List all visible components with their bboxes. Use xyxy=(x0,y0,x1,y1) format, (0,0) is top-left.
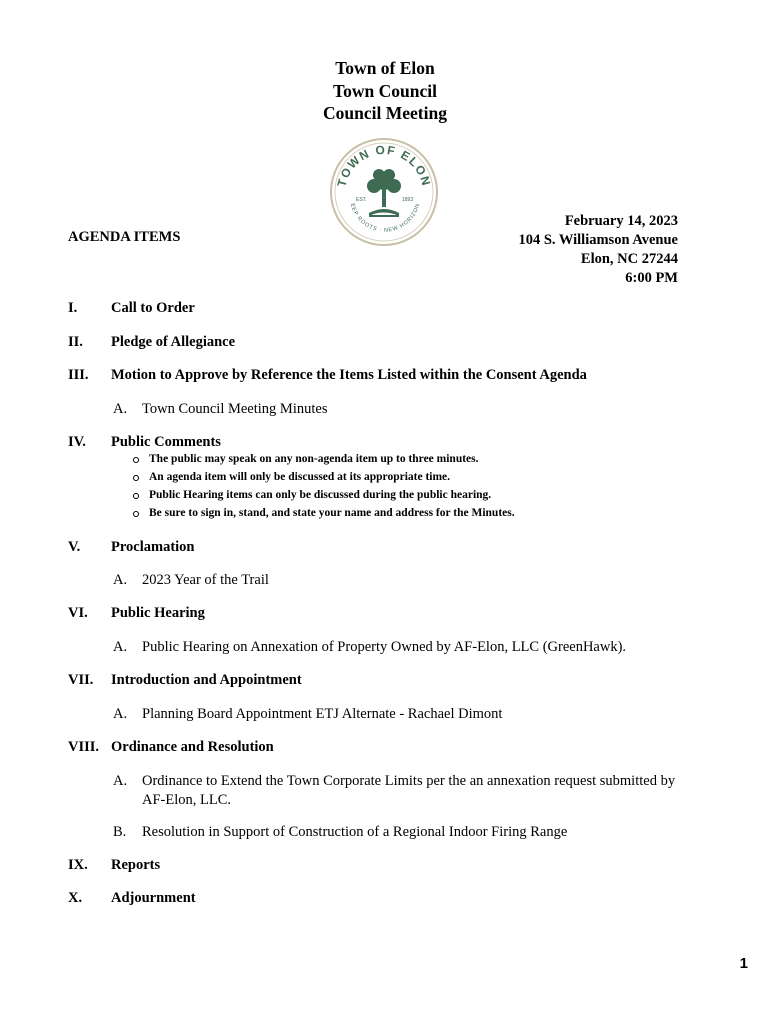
meeting-info xyxy=(518,212,678,288)
document-title xyxy=(0,57,770,125)
town-seal-icon xyxy=(329,135,439,250)
seal-est-year: 1893 xyxy=(402,197,414,203)
item-title: Pledge of Allegiance xyxy=(111,334,236,350)
sub-item-text: Ordinance to Extend the Town Corporate Limits per the an annexation request submitted by AF-Elon, LLC. xyxy=(142,773,676,808)
item-number: VI. xyxy=(68,605,88,621)
sub-item-text: 2023 Year of the Trail xyxy=(142,572,269,588)
bullet-text: Public Hearing items can only be discussed during the public hearing. xyxy=(149,489,492,501)
sub-item-text: Town Council Meeting Minutes xyxy=(142,401,328,417)
bullet-text: The public may speak on any non-agenda item up to three minutes. xyxy=(149,453,479,465)
item-number: VII. xyxy=(68,672,94,688)
sub-item-letter: A. xyxy=(113,401,128,417)
bullet-icon xyxy=(133,457,139,463)
seal-bottom-text: EEP ROOTS · NEW HORIZON xyxy=(348,202,422,234)
bullet-text: An agenda item will only be discussed at its appropriate time. xyxy=(149,471,451,483)
title-line-2: Town Council xyxy=(333,80,437,101)
item-number: X. xyxy=(68,890,83,906)
item-title: Adjournment xyxy=(111,890,196,906)
seal-est-label: EST. xyxy=(356,197,367,203)
town-seal-logo xyxy=(329,135,439,250)
bullet-icon xyxy=(133,475,139,481)
item-title: Reports xyxy=(111,857,161,873)
item-number: IX. xyxy=(68,857,88,873)
agenda-items-label: AGENDA ITEMS xyxy=(68,229,181,245)
bullet-text: Be sure to sign in, stand, and state your name and address for the Minutes. xyxy=(149,507,515,519)
sub-item-letter: A. xyxy=(113,639,128,655)
sub-item-text: Planning Board Appointment ETJ Alternate - Rachael Dimont xyxy=(142,706,503,722)
item-title: Public Comments xyxy=(111,434,221,450)
item-number: II. xyxy=(68,334,83,350)
seal-top-text: TOWN OF ELON xyxy=(334,142,434,189)
title-line-1: Town of Elon xyxy=(335,58,435,78)
sub-item-text: Public Hearing on Annexation of Property Owned by AF-Elon, LLC (GreenHawk). xyxy=(142,639,627,655)
sub-item-letter: A. xyxy=(113,706,128,722)
sub-item-text: Resolution in Support of Construction of a Regional Indoor Firing Range xyxy=(142,824,568,840)
item-title: Ordinance and Resolution xyxy=(111,739,274,755)
item-title: Public Hearing xyxy=(111,605,205,621)
title-line-3: Council Meeting xyxy=(323,103,447,123)
item-title: Introduction and Appointment xyxy=(111,672,302,688)
sub-item-letter: A. xyxy=(113,773,128,789)
sub-item-letter: B. xyxy=(113,824,127,840)
item-number: III. xyxy=(68,367,89,383)
item-number: VIII. xyxy=(68,739,100,755)
item-title: Call to Order xyxy=(111,300,195,316)
item-title: Proclamation xyxy=(111,539,195,555)
bullet-icon xyxy=(133,511,139,517)
item-title: Motion to Approve by Reference the Items Listed within the Consent Agenda xyxy=(111,367,587,383)
meeting-date: February 14, 2023 xyxy=(564,213,678,229)
meeting-address: 104 S. Williamson Avenue xyxy=(518,232,678,248)
meeting-time: 6:00 PM xyxy=(625,270,678,286)
page-number: 1 xyxy=(739,955,748,972)
bullet-icon xyxy=(133,493,139,499)
item-number: I. xyxy=(68,300,78,316)
item-number: V. xyxy=(68,539,81,555)
meeting-city: Elon, NC 27244 xyxy=(580,251,678,267)
item-number: IV. xyxy=(68,434,86,450)
sub-item-letter: A. xyxy=(113,572,128,588)
